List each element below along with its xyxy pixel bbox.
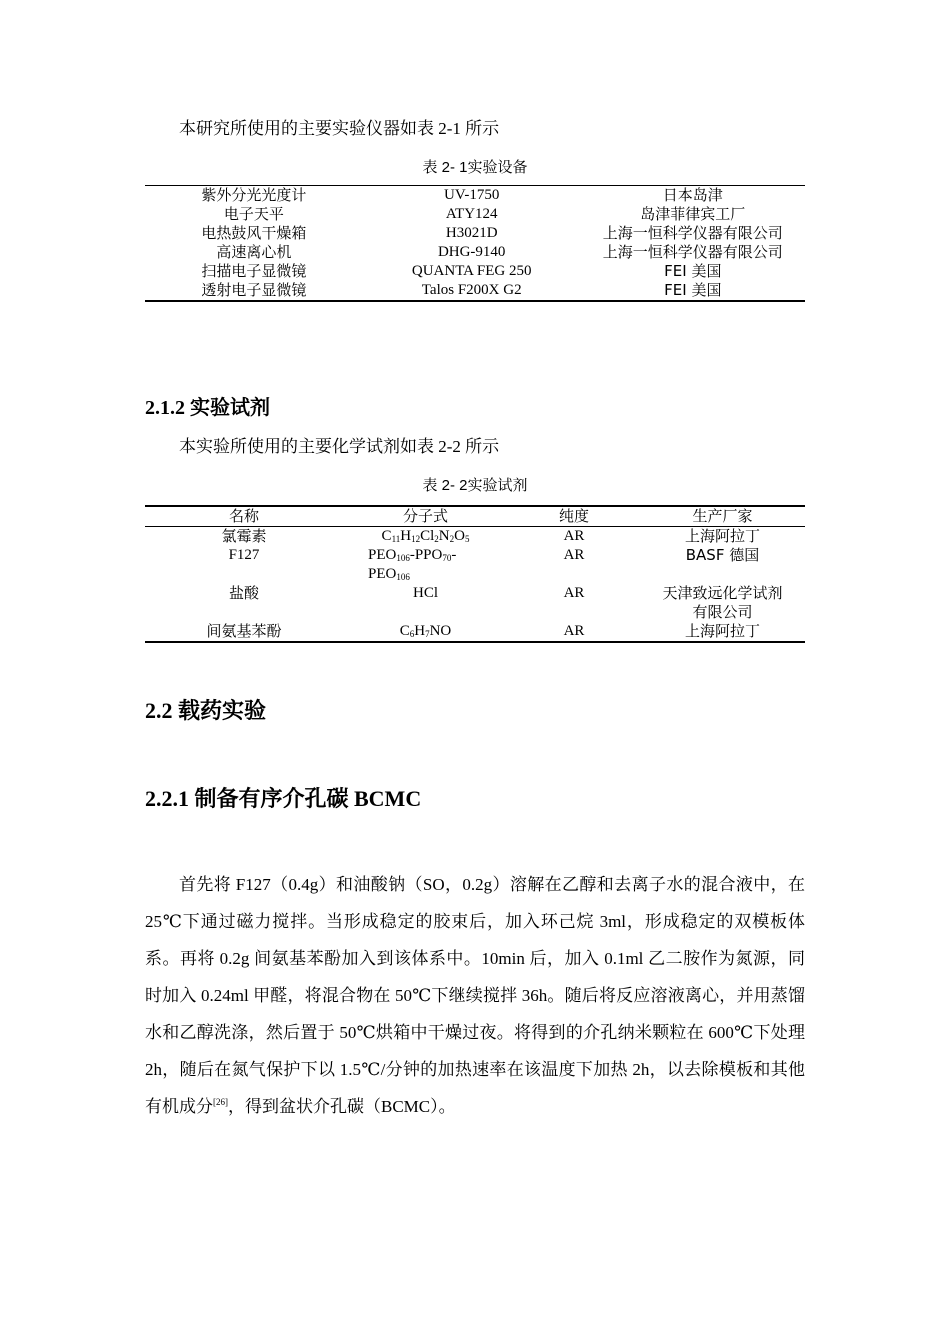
equipment-name: 扫描电子显微镜 [201, 262, 307, 280]
section-heading-2-2: 2.2 载药实验 [145, 698, 267, 723]
table-row [145, 186, 805, 206]
reagent-name: 盐酸 [228, 584, 259, 602]
column-header: 分子式 [343, 506, 508, 527]
reagent-purity: AR [563, 623, 585, 639]
column-header: 生产厂家 [640, 506, 805, 527]
equipment-maker: 日本岛津 [662, 186, 723, 204]
equipment-model: UV-1750 [444, 187, 500, 203]
equipment-maker: FEI 美国 [664, 262, 722, 280]
table1-caption: 表 2- 1实验设备 [422, 159, 528, 176]
table-row [145, 243, 805, 262]
table-row [145, 584, 805, 622]
table-row [145, 205, 805, 224]
reagent-name: 间氨基苯酚 [206, 622, 282, 640]
table-row [145, 622, 805, 642]
reagent-formula: $C_{11}H_{12}Cl_2N_2O_5$ [381, 528, 470, 544]
equipment-name: 电热鼓风干燥箱 [201, 224, 307, 242]
table-row [145, 262, 805, 281]
reagent-purity: AR [563, 528, 585, 544]
equipment-model: Talos F200X G2 [421, 282, 522, 298]
section-heading-2-2-1: 2.2.1 制备有序介孔碳 BCMC [145, 786, 422, 811]
reagent-formula: $PEO_{106}-PPO_{70}-PEO_{106}$ [368, 547, 457, 582]
reagent-formula: $C_6H_7NO$ [399, 623, 452, 639]
table-row [145, 281, 805, 301]
reagent-name: F127 [228, 547, 260, 563]
reagent-name: 氯霉素 [221, 527, 267, 545]
section-heading-2-1-2: 2.1.2 实验试剂 [145, 397, 270, 419]
equipment-name: 高速离心机 [216, 243, 292, 261]
reagent-maker: BASF 德国 [685, 546, 760, 564]
equipment-name: 透射电子显微镜 [201, 281, 307, 299]
procedure-paragraph [145, 866, 805, 1125]
reagent-purity: AR [563, 585, 585, 601]
reagent-maker: 上海阿拉丁 [684, 527, 760, 545]
paragraph-text-end: ，得到盆状介孔碳（BCMC）。 [228, 1097, 456, 1116]
table-row [145, 546, 805, 584]
table-header-row [145, 506, 805, 527]
equipment-table [145, 185, 805, 302]
reagent-formula: HCl [412, 585, 438, 601]
equipment-model: H3021D [445, 225, 498, 241]
reagents-table [145, 505, 805, 643]
reagent-maker: 天津致远化学试剂有限公司 [662, 584, 783, 621]
equipment-name: 电子天平 [223, 205, 284, 223]
equipment-model: DHG-9140 [437, 244, 506, 260]
equipment-name: 紫外分光光度计 [201, 186, 307, 204]
reagents-intro: 本实验所使用的主要化学试剂如表 2-2 所示 [179, 437, 500, 456]
column-header: 纯度 [508, 506, 640, 527]
equipment-maker: 岛津菲律宾工厂 [640, 205, 746, 223]
table-row [145, 527, 805, 547]
equipment-model: QUANTA FEG 250 [411, 263, 532, 279]
table2-caption: 表 2- 2实验试剂 [422, 477, 528, 494]
equipment-maker: 上海一恒科学仪器有限公司 [602, 224, 783, 242]
column-header: 名称 [145, 506, 343, 527]
paragraph-text: 首先将 F127（0.4g）和油酸钠（SO，0.2g）溶解在乙醇和去离子水的混合液中，在 25℃下通过磁力搅拌。当形成稳定的胶束后，加入环己烷 3ml，形成稳定的双模板体系。再将 0.2g 间氨基苯酚加入到该体系中。10min 后，加入 0.1ml 乙二胺作为氮源，同时加入 0.24ml 甲醛，将混合物在 50℃下继续搅拌 36h。随后将反应溶液离心，并用蒸馏水和乙醇洗涤，然后置于 50℃烘箱中干燥过夜。将得到的介孔纳米颗粒在 600℃下处理 2h，随后在氮气保护下以 1.5℃/分钟的加热速率在该温度下加热 2h，以去除模板和其他有机成分 [145, 875, 805, 1116]
citation-reference[interactable]: [26] [213, 1097, 228, 1107]
table-row [145, 224, 805, 243]
equipment-intro: 本研究所使用的主要实验仪器如表 2-1 所示 [179, 119, 500, 138]
equipment-maker: FEI 美国 [664, 281, 722, 299]
equipment-model: ATY124 [445, 206, 498, 222]
equipment-maker: 上海一恒科学仪器有限公司 [602, 243, 783, 261]
reagent-maker: 上海阿拉丁 [684, 622, 760, 640]
reagent-purity: AR [563, 547, 585, 563]
